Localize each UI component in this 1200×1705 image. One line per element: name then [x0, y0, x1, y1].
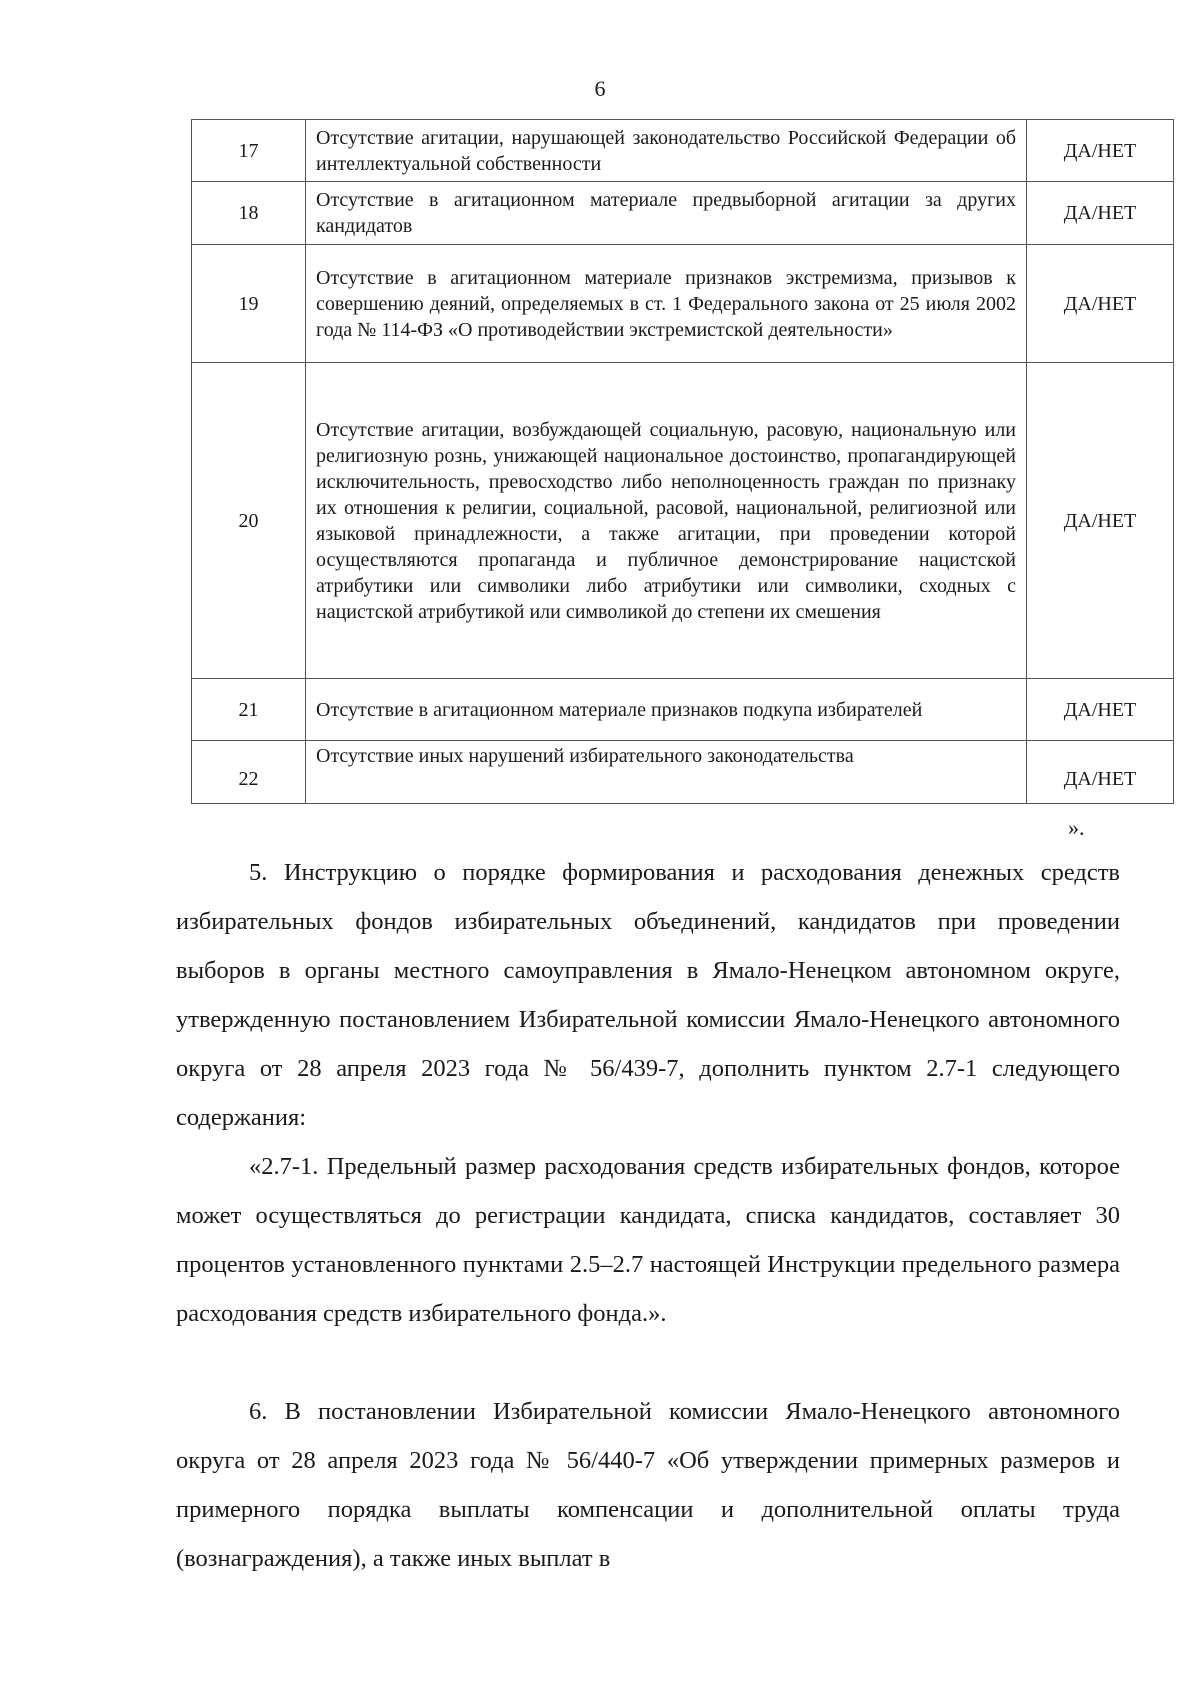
row-criterion: Отсутствие в агитационном материале признаков подкупа избирателей: [306, 679, 1027, 741]
row-number: 18: [192, 182, 306, 245]
row-criterion: Отсутствие иных нарушений избирательного законодательства: [306, 741, 1027, 804]
row-answer: ДА/НЕТ: [1027, 182, 1174, 245]
row-criterion: Отсутствие в агитационном материале признаков экстремизма, призывов к совершению деяний, определяемых в ст. 1 Федерального закона от 25 июля 2002 года № 114-ФЗ «О противодействии экстремистской деятельности»: [306, 245, 1027, 363]
table-row: [192, 182, 1174, 245]
row-number: 21: [192, 679, 306, 741]
table-row: [192, 363, 1174, 679]
paragraph-5: 5. Инструкцию о порядке формирования и расходования денежных средств избирательных фондов избирательных объединений, кандидатов при проведении выборов в органы местного самоуправления в Ямало-Ненецком автономном округе, утвержденную постановлением Избирательной комиссии Ямало-Ненецкого автономного округа от 28 апреля 2023 года № 56/439-7, дополнить пунктом 2.7-1 следующего содержания:: [176, 859, 1120, 1131]
row-answer: ДА/НЕТ: [1027, 363, 1174, 679]
table-row: [192, 245, 1174, 363]
criteria-table: [191, 119, 1174, 804]
row-answer: ДА/НЕТ: [1027, 245, 1174, 363]
table-row: [192, 679, 1174, 741]
row-number: 19: [192, 245, 306, 363]
row-criterion: Отсутствие агитации, возбуждающей социальную, расовую, национальную или религиозную рознь, унижающей национальное достоинство, пропагандирующей исключительность, превосходство либо неполноценность граждан по признаку их отношения к религии, социальной, расовой, национальной, религиозной или языковой принадлежности, а также агитации, при проведении которой осуществляются пропаганда и публичное демонстрирование нацистской атрибутики или символики либо атрибутики или символики, сходных с нацистской атрибутикой или символикой до степени их смешения: [306, 363, 1027, 679]
table-row: [192, 741, 1174, 804]
row-answer: ДА/НЕТ: [1027, 741, 1174, 804]
row-number: 17: [192, 120, 306, 182]
row-criterion: Отсутствие агитации, нарушающей законодательство Российской Федерации об интеллектуальной собственности: [306, 120, 1027, 182]
table-row: [192, 120, 1174, 182]
row-answer: ДА/НЕТ: [1027, 679, 1174, 741]
row-answer: ДА/НЕТ: [1027, 120, 1174, 182]
row-number: 20: [192, 363, 306, 679]
closing-quote: ».: [1068, 815, 1085, 840]
paragraph-5-quote: «2.7-1. Предельный размер расходования средств избирательных фондов, которое может осуществляться до регистрации кандидата, списка кандидатов, составляет 30 процентов установленного пунктами 2.5–2.7 настоящей Инструкции предельного размера расходования средств избирательного фонда.».: [176, 1153, 1120, 1327]
row-criterion: Отсутствие в агитационном материале предвыборной агитации за других кандидатов: [306, 182, 1027, 245]
paragraph-6: 6. В постановлении Избирательной комиссии Ямало-Ненецкого автономного округа от 28 апреля 2023 года № 56/440-7 «Об утверждении примерных размеров и примерного порядка выплаты компенсации и дополнительной оплаты труда (вознаграждения), а также иных выплат в: [176, 1398, 1120, 1572]
page-number: 6: [594, 76, 606, 101]
row-number: 22: [192, 741, 306, 804]
